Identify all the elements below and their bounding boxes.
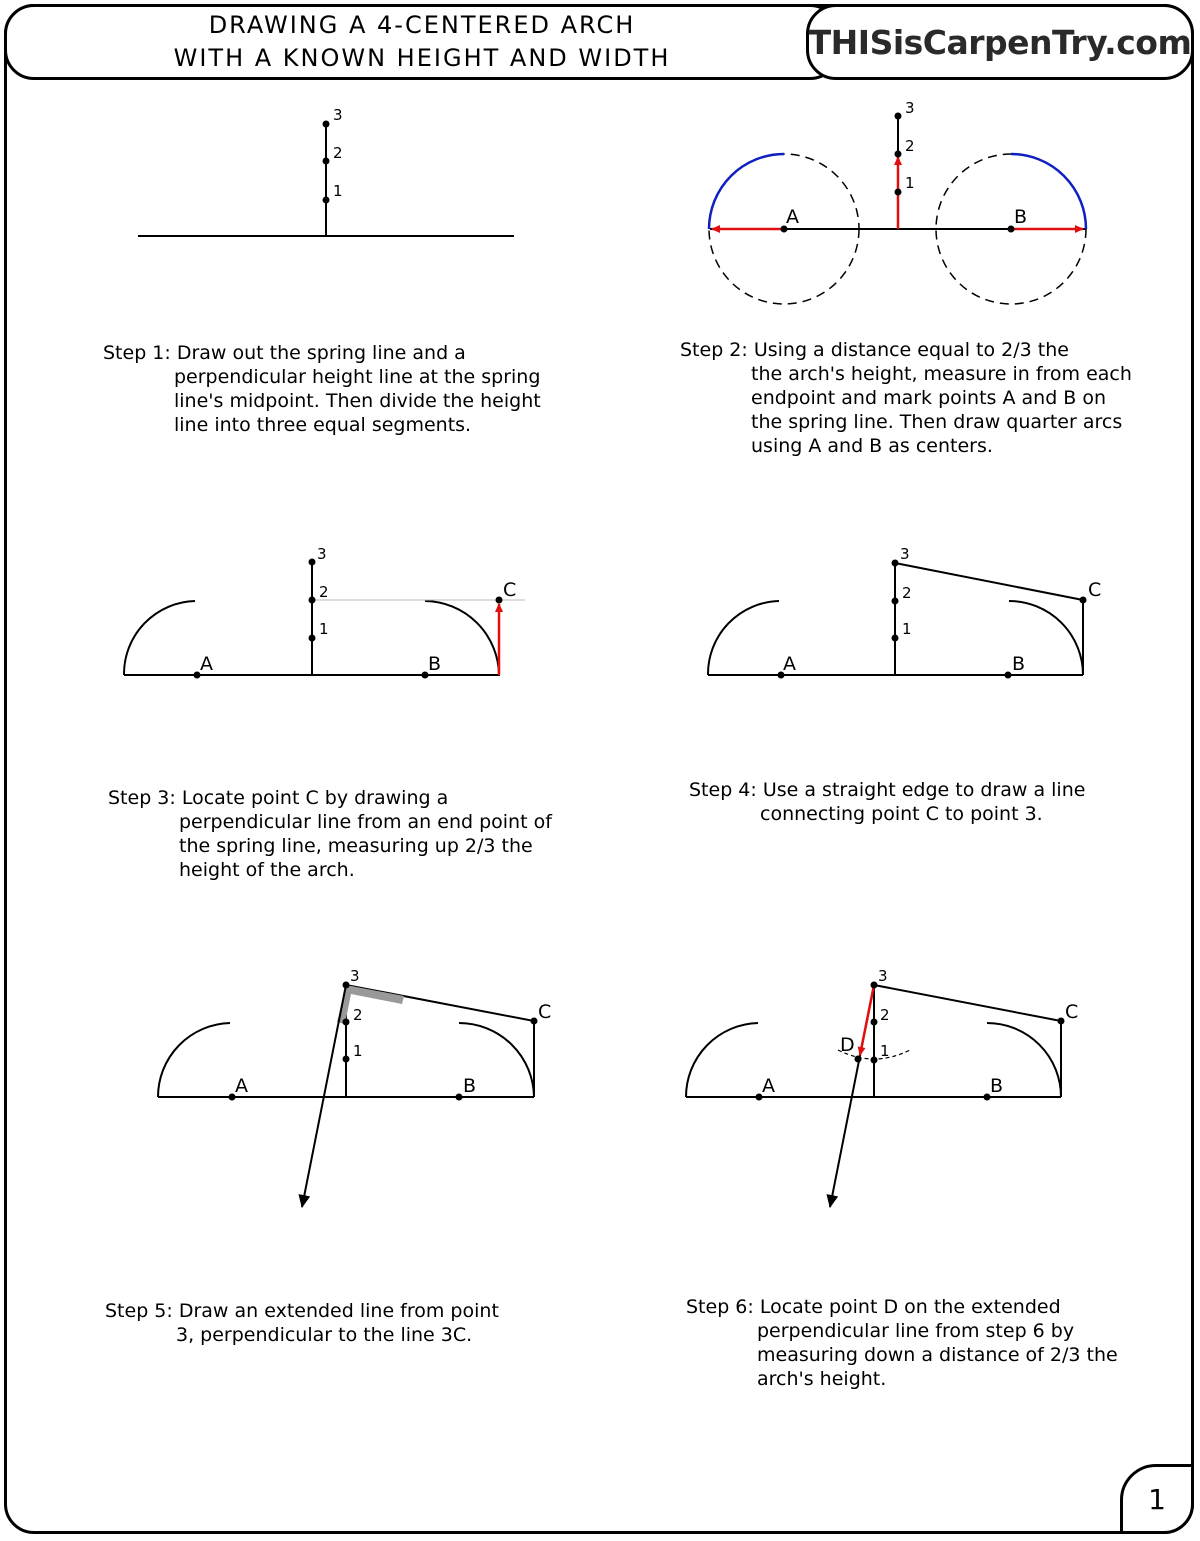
step-1-caption — [103, 341, 563, 437]
point-2-dot — [895, 151, 902, 158]
label-b: B — [463, 1075, 477, 1097]
point-2-dot — [309, 597, 316, 604]
diagram-step-2 — [709, 99, 1086, 304]
point-c-dot — [1080, 597, 1087, 604]
point-3-dot — [309, 559, 316, 566]
point-1-dot — [323, 197, 330, 204]
point-1-dot — [343, 1056, 350, 1063]
label-a: A — [786, 206, 799, 228]
step-3-caption — [108, 786, 568, 882]
step-5-lead: Step 5: Draw an extended line from point — [105, 1300, 499, 1322]
line-3c — [874, 985, 1061, 1021]
point-c-dot — [496, 597, 503, 604]
page-number-box — [1120, 1464, 1194, 1534]
page-title-line-1: DRAWING A 4-CENTERED ARCH — [208, 11, 636, 39]
quarter-arc-a — [708, 601, 779, 675]
label-a: A — [783, 653, 796, 675]
point-d-dot — [855, 1056, 862, 1063]
step-5-body: 3, perpendicular to the line 3C. — [176, 1324, 473, 1346]
point-3-dot — [343, 982, 350, 989]
point-b-dot — [456, 1094, 463, 1101]
point-1-dot — [871, 1057, 878, 1064]
label-b: B — [1014, 206, 1028, 228]
label-1: 1 — [333, 182, 343, 200]
point-c-dot — [531, 1018, 538, 1025]
label-a: A — [235, 1075, 248, 1097]
point-3-dot — [895, 113, 902, 120]
step-4-lead: Step 4: Use a straight edge to draw a line — [689, 779, 1086, 801]
label-3: 3 — [333, 106, 343, 124]
label-2: 2 — [902, 584, 912, 602]
label-3: 3 — [900, 545, 910, 563]
label-1: 1 — [353, 1042, 363, 1060]
diagram-step-5 — [158, 967, 551, 1207]
step-3-lead: Step 3: Locate point C by drawing a — [108, 787, 449, 809]
label-3: 3 — [878, 967, 888, 985]
quarter-arc-a — [686, 1023, 758, 1097]
step-4-body: connecting point C to point 3. — [760, 803, 1043, 825]
point-2-dot — [871, 1019, 878, 1026]
step-5-caption — [105, 1299, 575, 1347]
step-2-lead: Step 2: Using a distance equal to 2/3 the — [680, 339, 1069, 361]
point-b-dot — [1005, 672, 1012, 679]
diagram-step-6 — [686, 967, 1078, 1207]
step-6-body: perpendicular line from step 6 by measuring down a distance of 2/3 the arch's height. — [757, 1320, 1118, 1390]
label-2: 2 — [880, 1006, 890, 1024]
label-1: 1 — [905, 174, 915, 192]
quarter-arc-a — [158, 1023, 230, 1097]
label-c: C — [1065, 1001, 1079, 1023]
page-number: 1 — [1148, 1482, 1166, 1516]
line-3c — [895, 563, 1083, 600]
step-4-caption — [689, 778, 1159, 826]
page-title-line-2: WITH A KNOWN HEIGHT AND WIDTH — [173, 44, 671, 72]
label-3: 3 — [317, 545, 327, 563]
quarter-arc-a — [124, 601, 195, 675]
point-2-dot — [892, 598, 899, 605]
label-2: 2 — [333, 144, 343, 162]
step-2-body: the arch's height, measure in from each endpoint and mark points A and B on the spring line. Then draw quarter arcs using A and B as centers. — [751, 363, 1132, 457]
label-2: 2 — [319, 583, 329, 601]
label-c: C — [538, 1001, 552, 1023]
point-1-dot — [309, 635, 316, 642]
step-6-lead: Step 6: Locate point D on the extended — [686, 1296, 1061, 1318]
diagram-step-4 — [708, 545, 1101, 679]
quarter-arc-a — [709, 154, 784, 229]
label-1: 1 — [880, 1042, 890, 1060]
step-6-caption — [686, 1295, 1156, 1391]
point-c-dot — [1058, 1018, 1065, 1025]
point-2-dot — [323, 158, 330, 165]
label-c: C — [1088, 579, 1102, 601]
point-2-dot — [343, 1019, 350, 1026]
point-1-dot — [892, 635, 899, 642]
step-1-lead: Step 1: Draw out the spring line and a — [103, 342, 466, 364]
step-3-body: perpendicular line from an end point of the spring line, measuring up 2/3 the height of the arch. — [179, 811, 552, 881]
step-1-body: perpendicular height line at the spring line's midpoint. Then divide the height line into three equal segments. — [174, 366, 541, 436]
point-3-dot — [323, 121, 330, 128]
label-b: B — [428, 653, 442, 675]
label-a: A — [762, 1075, 775, 1097]
point-1-dot — [895, 189, 902, 196]
label-1: 1 — [319, 620, 329, 638]
label-3: 3 — [350, 967, 360, 985]
point-3-dot — [892, 560, 899, 567]
label-d: D — [840, 1034, 855, 1056]
label-3: 3 — [905, 99, 915, 117]
label-a: A — [200, 653, 213, 675]
label-2: 2 — [905, 137, 915, 155]
point-3-dot — [871, 982, 878, 989]
diagram-step-1 — [138, 106, 514, 236]
diagram-step-3 — [124, 545, 525, 679]
label-b: B — [1012, 653, 1026, 675]
carpenter-square — [337, 985, 404, 1024]
site-logo: THISisCarpenTry.com — [808, 22, 1192, 62]
label-1: 1 — [902, 620, 912, 638]
label-2: 2 — [353, 1006, 363, 1024]
label-c: C — [503, 579, 517, 601]
label-b: B — [990, 1075, 1004, 1097]
step-2-caption — [680, 338, 1150, 458]
